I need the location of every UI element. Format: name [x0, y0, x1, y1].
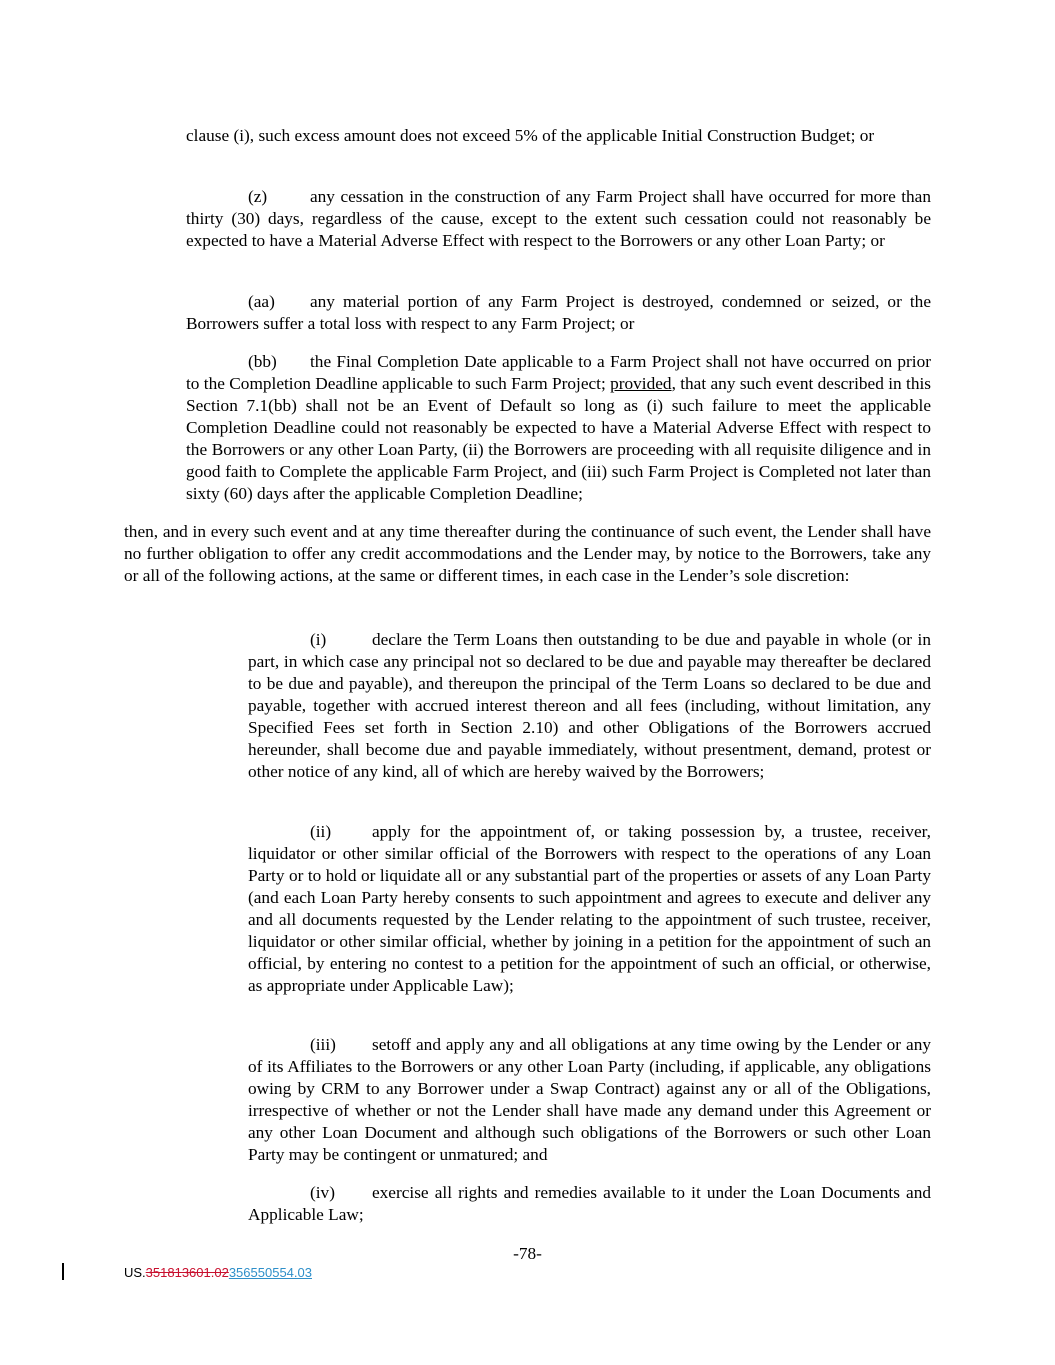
paragraph-iv [248, 1182, 931, 1226]
clause-marker: (i) [310, 630, 327, 649]
clause-marker: (ii) [310, 822, 332, 841]
clause-marker: (iii) [310, 1035, 336, 1054]
document-id [124, 1265, 312, 1280]
page-number: -78- [513, 1244, 542, 1263]
paragraph-i [248, 629, 931, 783]
clause-marker: (bb) [248, 352, 277, 371]
provided-underlined: provided [610, 374, 672, 393]
paragraph-continuation: clause (i), such excess amount does not exceed 5% of the applicable Initial Construction Budget; or [186, 126, 875, 145]
revision-change-bar [62, 1263, 64, 1280]
clause-marker: (iv) [310, 1183, 335, 1202]
paragraph-ii [248, 821, 931, 997]
clause-text: setoff and apply any and all obligations at any time owing by the Lender or any of its Affiliates to the Borrowers or any other Loan Party (including, if applicable, any obligations owing by CRM to any Borrower under a Swap Contract) against any or all of the Obligations, irrespective of whether or not the Lender shall have made any demand under this Agreement or any other Loan Document and although such obligations of the Borrowers or such other Loan Party may be contingent or unmatured; and [248, 1035, 931, 1164]
clause-text: any cessation in the construction of any Farm Project shall have occurred for more than thirty (30) days, regardless of the cause, except to the extent such cessation could not reasonably be expected to have a Material Adverse Effect with respect to the Borrowers or any other Loan Party; or [186, 187, 931, 250]
clause-text: declare the Term Loans then outstanding to be due and payable in whole (or in part, in which case any principal not so declared to be due and payable may thereafter be declared to be due and payable), and thereupon the principal of the Term Loans so declared to be due and payable, together with accrued interest thereon and all fees (including, without limitation, any Specified Fees set forth in Section 2.10) and other Obligations of the Borrowers accrued hereunder, shall become due and payable immediately, without presentment, demand, protest or other notice of any kind, all of which are hereby waived by the Borrowers; [248, 630, 931, 781]
clause-marker: (z) [248, 187, 268, 206]
clause-text: exercise all rights and remedies available to it under the Loan Documents and Applicable Law; [248, 1183, 931, 1224]
paragraph-bb [186, 351, 931, 505]
paragraph-iii [248, 1034, 931, 1166]
paragraph-then: then, and in every such event and at any time thereafter during the continuance of such event, the Lender shall have no further obligation to offer any credit accommodations and the Lender may, by notice to the Borrowers, take any or all of the following actions, at the same or different times, in each case in the Lender’s sole discretion: [124, 522, 931, 585]
doc-id-inserted: 356550554.03 [228, 1265, 312, 1280]
doc-id-deleted: 351813601.02 [145, 1265, 229, 1280]
clause-text: apply for the appointment of, or taking possession by, a trustee, receiver, liquidator or other similar official of the Borrowers with respect to the operations of any Loan Party or to hold or liquidate all or any substantial part of the properties or assets of any Loan Party (and each Loan Party hereby consents to such appointment and agrees to execute and deliver any and all documents requested by the Lender relating to the appointment of such trustee, receiver, liquidator or other similar official, whether by joining in a petition for the appointment of such an official, by entering no contest to a petition for the appointment of such an official, or otherwise, as appropriate under Applicable Law); [248, 822, 931, 995]
clause-marker: (aa) [248, 292, 275, 311]
clause-text-after: , that any such event described in this Section 7.1(bb) shall not be an Event of Default so long as (i) such failure to meet the applicable Completion Deadline could not reasonably be expected to have a Material Adverse Effect with respect to the Borrowers or any other Loan Party, (ii) the Borrowers are proceeding with all requisite diligence and in good faith to Complete the applicable Farm Project, and (iii) such Farm Project is Completed not later than sixty (60) days after the applicable Completion Deadline; [186, 374, 931, 503]
doc-id-prefix: US. [124, 1265, 146, 1280]
clause-text: any material portion of any Farm Project is destroyed, condemned or seized, or the Borrowers suffer a total loss with respect to any Farm Project; or [186, 292, 931, 333]
paragraph-aa [186, 291, 931, 335]
paragraph-z [186, 186, 931, 252]
clause-text-before: the Final Completion Date applicable to a Farm Project shall not have occurred on prior to the Completion Deadline applicable to such Farm Project; [186, 352, 931, 393]
